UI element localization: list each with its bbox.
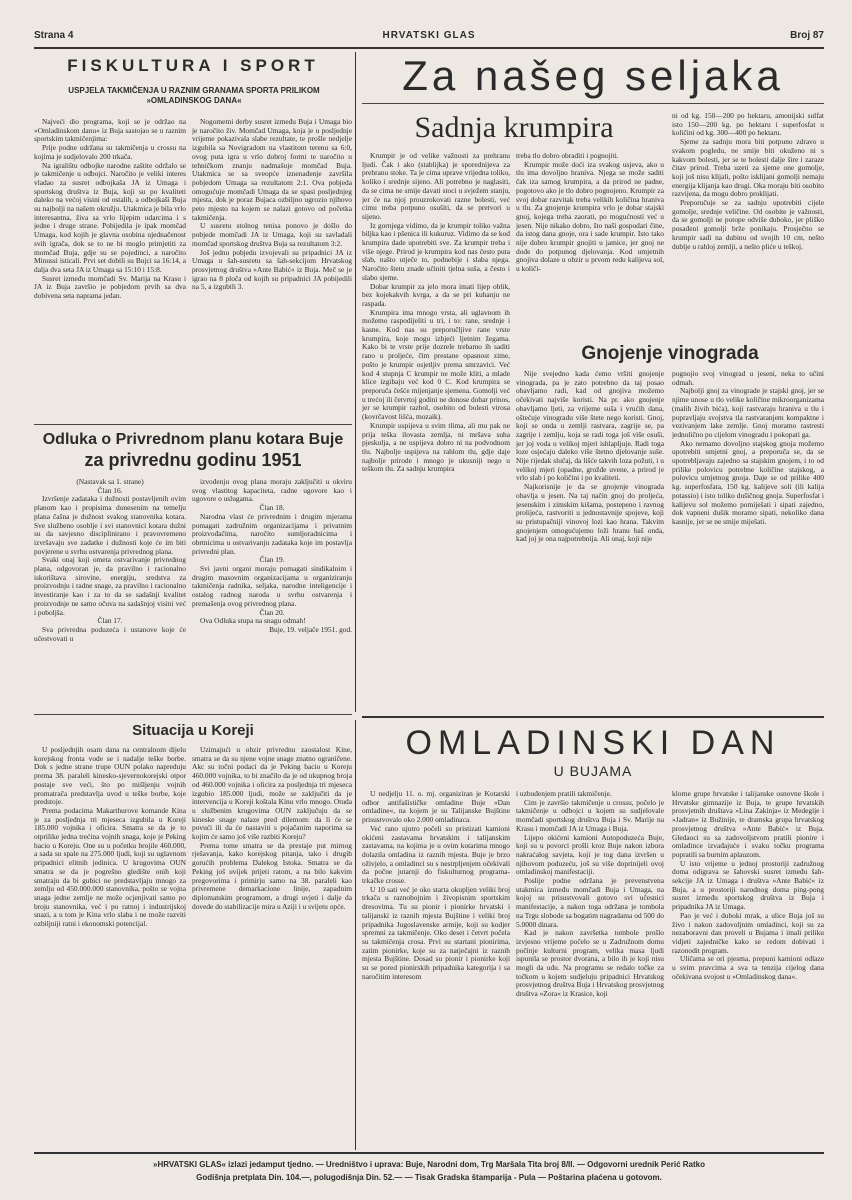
paragraph: ni od kg. 150—200 po hektaru, amonijski sulfat isto 150—200 kg. po hektaru i superfosfat u količini od kg. 300—400 po hektaru.: [672, 112, 824, 138]
paragraph: Susret između momčadi Sv. Marija na Krasu i JA iz Buja završio je pobjedom prvih sa dva dobivena seta naprama jedan.: [34, 273, 186, 301]
paragraph: Prema tome smatra se da prestaje put mirnog rješavanja, kako korejskog pitanja, tako i drugih gorućih problema Dalekog Istoka. Smatra se da Peking još uvijek prijeti ratom, a na bilo kakvim pregovorima i primirju samo na 38. paraleli kao privremene demarkacione linije, zapadnim diplomatskim programom, a drugi uvjeti i dalje da dovede do stabilizacije mira u Aziji i u svijetu opće.: [192, 840, 352, 911]
paragraph: Nogometni derby susret između Buja i Umaga bio je naročito živ. Momčad Umaga, koja je u posljednje vrijeme pokazivala slabe rezultate, te prošle nedjelje izgubila sa Novigradom na vlastitom terenu sa 6:0, ovog puta igra u vrlo dobroj formi te naročito u tehničkom znanju nadmašuje momčad Buja. Utakmica se sa sveopće iznenađenje završila pobjedom Umaga sa rezultatom 2:1. Ova pobjeda omogućuje momčadi Umaga da se spasi posljednjeg mjesta, dok je poraz Bujaca ozbiljno ugrozio njihovo peto mjesto na kojem se nalazi gotovo od početka takmičenja.: [192, 118, 352, 222]
paragraph: Svaki onaj koji ometa ostvarivanje privrednog plana, odgovoran je, da pravilno i racionalno iskorištava sirovine, energiju, sredstva za proizvodnju i radne snage, za pravilno i racionalno investiranje kao i za to da se sadašnji kvalitet proizvodnje ne samo očuva na sadašnjoj visini već i poboljša.: [34, 555, 186, 617]
paragraph: Krumpir uspijeva u svim tlima, ali mu pak ne prija teška ilovasta zemlja, ni mršava suha pjeskulja, a ne uspijeva dobro ni na podvodnom tlu. Najbolje uspijeva na rahlom tlu, gdje daje najbolje prirode i mnogo je ukusniji nego u teškom tlu. Za sadnju krumpira: [362, 420, 510, 474]
paragraph: Ova Odluka stupa na snagu odmah!: [200, 616, 306, 626]
column-divider: [355, 52, 356, 712]
paragraph: pognojio svoj vinograd u jeseni, neka to učini odmah.: [672, 370, 824, 387]
footer-line-1: »HRVATSKI GLAS« izlazi jedamput tjedno. — Uredništvo i uprava: Buje, Narodni dom, Trg Maršala Tita broj 8/II. — Odgovorni urednik Perić Ratko: [153, 1160, 705, 1169]
section-title-sport: FISKULTURA I SPORT: [67, 56, 319, 75]
paragraph: Na igralištu odbojke narodne zaštite održalo se je takmičenje u odbojci. Naročito je veliki interes vladao za susret odbojkaša JA iz Umaga i sportskog društva iz Buja, koji su po kvaliteti daleko na većoj visini od ostalih, a odbojkaši Buja su najbolji na našem okružju. Utakmica je bila vrlo interesantna, živa sa vrlo lijepim udarcima i s jedne i druge strane. Pobijedila je ipak momčad Umaga, kod kojih je glavna osobina ujednačenost svih igrača, dok se to ne bi moglo primjetiti za momčad Buja, gdje su se pojedinci, a naročito Minussi isticali. Prvi set dobili su Bujci sa 16:14, a dalja dva seta JA iz Umaga sa 15:10 i 15:8.: [34, 160, 186, 274]
paragraph: U isto vrijeme u jednoj prostoriji zadružnog doma odigrava se šahovski susret između šah-sekcije JA iz Umaga i društva »Ante Babić« iz Buja, a u prostoriji narodnog doma ping-pong susret između sportskog društva iz Buja i pripadnika JA iz Umaga.: [672, 858, 824, 912]
paragraph: Krumpir je od velike važnosti za prehranu ljudi. Čak i ako (stablijka) je sporednijeva za prehranu stoke. Ta je cima uprave vrijedna toliko, koliko i srednje sijeno. Ali potrebno je naglasiti, da se cima ne smije davati stoci u svježem stanju, jer će na njoj prouzrokovati razne bolesti, već cimu treba potpuno osušiti, da se pretvori u sijeno.: [362, 152, 510, 221]
article-number: Član 19.: [259, 555, 285, 565]
page-number: Strana 4: [34, 30, 74, 41]
krumpir-column-2: [516, 152, 664, 336]
paragraph: treba tlo dobro obraditi i pognojiti.: [516, 152, 619, 160]
sport-column-2: [192, 118, 352, 418]
sport-headline: USPJELA TAKMIČENJA U RAZNIM GRANAMA SPORTA PRILIKOM »OMLADINSKOG DANA«: [68, 86, 320, 105]
paragraph: Cim je završio takmičenje u crossu, počelo je takmičenje u odbojci u kojem su sudjelovale momčadi sportskog društva Buja i Sv. Marije na Krasu i momčadi JA iz Umaga i Buja.: [516, 797, 664, 833]
paragraph: klorne grupe hrvatske i talijanske osnovne škole i Hrvatske gimnazije iz Buja, te grupe hrvatskih prosvjetnih društava »Lina Zakinja« iz Medegije i »Jadran« iz Bužinije, te dramska grupa hrvatskog prosvjetnog društva »Ante Babić« iz Buja. Gledaoci su sa zadovoljstvom pratili pionire i omladince izvađajuće i svaku točku programa popratili sa burnim aplauzom.: [672, 790, 824, 859]
paragraph: Prema podacima Makarthurove komande Kina je za posljednja tri mjeseca izgubila u Koreji 185.000 vojnika i oficira. Smatra se da je to otprilike jedna trećina vojnih snaga, koje je Peking bacio u Koreju. One su u početku brojile 460.000, a sada su spale na 275.000 ljudi, koji su uglavnom pripadnici elitnih jedinica. U krugovima OUN smatra se da je pogrešno gledište onih koji smatraju da bi gubici ne predstavljaju mnogo za zemlju od 450.000.000 stanovnika, pošto se vojna snaga jedne zemlje ne može ocjenjivati samo po broju stanovnika, već i po ratnoj i industrijskoj snazi, a u tom je Kina vrlo slaba i ne može razviti ozbiljniji ratni i ekonomski potencijal.: [34, 805, 186, 929]
paragraph: Još jednu pobjedu izvojevali su pripadnici JA iz Umaga u šah-susretu sa šah-sekcijom Hrvatskog prosvjetnog društva »Ante Babić« iz Buja. Meč se je igrao na 8 ploča od kojih su pripadnici JA pobijedili na 5, a izgubili 3.: [192, 247, 352, 292]
paragraph: U susretu stolnog tenisa ponovo je došlo do pobjede momčadi JA iz Umaga, koji su savladali momčad sportskog društva Buja sa rezultatom 3:2.: [192, 221, 352, 248]
odluka-title-line1: Odluka o Privrednom planu kotara Buje: [42, 431, 344, 448]
page-header: [34, 30, 824, 46]
omladinski-subtitle: U BUJAMA: [553, 763, 633, 779]
article-number: Član 20.: [259, 607, 285, 617]
section-rule: [362, 716, 824, 718]
paragraph: Svi javni organi moraju pomagati sindikalnim i drugim masovnim organizacijama u organiziranju takmičenja radnika, seljaka, narodne inteligencije i ostalog radnog naroda u svrhu ostvarenja i premašenja ovog privrednog plana.: [192, 564, 352, 608]
paragraph: Krumpir može doći iza svakog usjeva, ako u tlu ima dovoljno hraniva. Njega se može saditi čak iza samog krumpira, a da prirod ne padne, pogotovo ako je tlo dobro pognojeno. Krumpir za svoj dobar razvitak treba velikih količina hraniva u tlu. Za gnojenje krumpira vrlo je dobar stajski gnoj, kojega treba zaorati, po mogućnosti već u jesen. Nije nikako dobro, što naši gospodari čine, da istog dana gnoje, ora i sade krumpir. Isto tako nije dobro krumpir gnojiti u jamice, jer gnoj ne dođe do potpunog djelovanja. Kod umjetnih gnojiva dolaze u obzir u prvom redu kalijeva sol, u količi-: [516, 159, 664, 274]
koreja-title: Situacija u Koreji: [132, 722, 254, 739]
paragraph: Uličama se ori pjesma, prepuni kamioni odlaze u svim pravcima a sva ta tenzija cijelog dana očekivana svojost u »Omladinskog dana«.: [672, 954, 824, 981]
krumpir-title: Sadnja krumpira: [414, 111, 614, 144]
paragraph: Najbolji gnoj za vinograde je stajski gnoj, jer se njime unose u tlo velike količine mikroorganizama (malih živih bića), koji rastvaraju hraniva u tlu i popravljaju svojstva tla rastvaranjem kompaktne i vezivanjem lake zemlje. Gnoj moramo rastresti jednolično po cijelom vinogradu i pokopati ga.: [672, 386, 824, 439]
article-number: Član 18.: [259, 503, 285, 513]
krumpir-column-3: [672, 112, 824, 340]
seljaka-masthead: Za našeg seljaka: [402, 52, 784, 99]
sport-column-1: [34, 118, 186, 418]
paragraph: Dobar krumpir za jelo mora imati lijep oblik, bez kojekakvih kvrga, a da se pri kuhanju ne raspada.: [362, 281, 510, 308]
paragraph: Poslije podne održana je prevenstvena utakmica između momčadi Buja i Umaga, na kojoj su prisustvovali gotovo svi učesnici manifestacije, a nakon toga održana je tombola na Trgu slobode sa bogatim nagradama od 500 do 5.0000 dinara.: [516, 876, 664, 929]
krumpir-column-1: [362, 152, 510, 712]
koreja-column-1: [34, 746, 186, 1146]
odluka-title-line2: za privrednu godinu 1951: [84, 450, 302, 470]
paragraph: Sva privredna poduzeća i ustanove koje će učestvovati u: [34, 624, 186, 643]
paragraph: i uzbuđenjem pratili takmičenje.: [516, 790, 612, 798]
paragraph: Krumpira ima mnogo vrsta, ali uglavnom ih možemo raspodijeliti u tri, i to: rane, srednje i kasne. Kod nas su preporučljive rane vrste krumpira, koje mogu izbjeći ljetnim žegama. Kako bi te vrste prije dozrele trebamo ih saditi rano u proljeće, čim prestane opasnost zime, pošto je krumpir osjetljiv prema smrzavici. Već kod 4 stupnja C krumpir ne može kliti, a mlade klice izgibaju već kod 0 C. Kod krumpira se preporuča češće mijenjanje sjemena. Gomolji već u trećoj ili četvrtoj godini ne donose dobar prinos, jer se krumpir razbol, osobito od bolesti virosa (kovrčavost lišća, mozaik).: [362, 307, 510, 422]
omladinski-title: OMLADINSKI DAN: [405, 724, 781, 762]
odluka-title: [34, 430, 352, 470]
paragraph: Prije podne održana su takmičenja u crossu na kojima je sudjelovalo 200 trkača.: [34, 143, 186, 161]
paragraph: Lijepo okićeni kamioni Autopoduzeća Buje, koji su u povorci prošli kroz Buje nakon izbora nakraćalog savjeta, koji je tog dana izvršen u njihovom poduzeću, još su više doprinijeli ovoj omladinskoj manifestaciji.: [516, 832, 664, 877]
paragraph: Pao je već i duboki mrak, a ulice Buja još su živo i nakon zadovoljnim omladinci, koji su za nezaboravni dan proveli u Bujama i imali priliku vidjeti zajedničke kako se redom dobivati i razonodit program.: [672, 910, 824, 955]
paragraph: Najveći dio programa, koji se je održao na »Omladinskom danu« iz Buja sastojao se u raznim sportskim takmičenjima:: [34, 118, 186, 144]
paragraph: Nije svejedno kada ćemo vršiti gnojenje vinograda, pa je zato potrebno da taj posao obavljamo radi, kad od gnojiva možemo očekivati najviše koristi. Na pr. ako gnojenje obavljamo ljeti, za vrijeme suša i vrućih dana, oštećuje vinogradu više štete nego koristi. Gnoj, koji se onda u zemlji rastvara, zagrije se, pa zagrije i zemlju, koja se radi toga još više osuši, jer joj voda u velikoj mjeri ishlapljuje. Radi toga loze osjećaju daleko više štetno djelovanje suše. Nije rijedak slučaj, da lišće takvih loza požuti, i u velikoj mjeri (opadne, grožđe uvene, a prirod je vrlo slab i po količini i po kvaliteti.: [516, 370, 664, 483]
omladinski-column-1: [362, 790, 510, 1146]
paragraph: Najkorisnije je da se gnojenje vinograda obavlja u jesen. Na taj način gnoj do proljeća, jesenskim i zimskim kišama, postepeno i ravnog prolijeća, rastvoriti u jednostavnije spojeve, koji su pristupačniji vinovoj lozi kao hrana. Takvim gnojenjem omogućujemo loži hranu baš onda, kad joj je ona najpotrebnija. Ali onaj, koji nije: [516, 482, 664, 544]
paragraph: Izvršenje zadataka i dužnosti postavljenih ovim planom kao i propisima donesenim na temelju plana čašna je dužnost svakog stanovnika kotara. Sve službeno osoblje i svi stanovnici kotara dužni su da savjesno disciplinirano i pravovremeno izvršavaju sve zadatke i dužnosti koje će im biti povjerene u svrhu ostvarenja privrednog plana.: [34, 494, 186, 556]
odluka-column-1: [34, 478, 186, 708]
paragraph: U nedjelju 11. o. mj. organiziran je Kotarski odbor antifašističke omladine Buje »Dan omladine«, na kojem je su Talijanske Bujštine prisustvovalo oko 2.000 omladinaca.: [362, 790, 510, 825]
newspaper-title: HRVATSKI GLAS: [382, 30, 476, 41]
paragraph: Iz gornjega vidimo, da je krumpir toliko važna biljka kao i pšenica ili kukuruz. Vidimo da se kod krumpira dade upotrebiti sve. Za krumpir treba i više njege. Prirod je krumpira kod nas često puta slab, našto utječe to, podnebije i slaba njega. Naročito štetu znade učiniti tjelna suša, a često i slabo sjeme.: [362, 220, 510, 282]
vinograd-column-2: [672, 370, 824, 712]
vinograd-title: Gnojenje vinograda: [581, 343, 759, 364]
article-number: Član 17.: [97, 616, 123, 626]
paragraph: Već rano ujutro počeli su pristizati kamioni okićeni zastavama hrvatskim i talijanskim zastavama, na kojima je u ovim kotarima mnogo dolazila omladina iz raznih mjesta. Buje je brzo oživjelo, a omladinci su s nestrpljenjem očekivali da počne jutarnji do fiskulturnog programa-trkačke crosse.: [362, 823, 510, 886]
signature-date: Buje, 19. veljače 1951. god.: [269, 624, 352, 634]
paragraph: Uzimajući u obzir privrednu zaostalost Kine, smatra se da su njene vojne snage znatno ograničene. Akc su točni podaci da je Peking bacio u Koreju 460.000 vojnika, to bi značilo da je od ukupnog broja od 460.000 vojnika i oficira za posljednja tri mjeseca izgubio 185.000 ljudi, može se zaključiti da je intervencija u Koreji koštala Kinu vrlo mnogo. Otuda u službenim krugovima OUN zaključuju da se kineske snage nalaze pred dilemom: da li će se povući ili da će nastaviti s pojačanim naporima sa kojim će samo još više razbiti Koreju?: [192, 746, 352, 842]
paragraph: Sjeme za sadnju mora biti potpuno zdravo u svakom pogledu, ne smije biti okuženo ni s kakvom bolesti, jer se te bolesti dalje šire i zaraze čitav prirod. Treba uzeti za sjeme one gomolje, koji još nisu klijali, pošto isklijani gomolji nemaju energija klijanja kao drugi. Oka moraju biti osobito razvijena, da mogu dobro proklijati.: [672, 137, 824, 199]
odluka-subtitle: (Nastavak sa 1. strane): [76, 478, 144, 486]
paragraph: Kad je nakon završetka tombole prošlo izvjesno vrijeme počelo se u Zadružnom domu počinje kulturni program, velika masa ljudi ispunila se prostor dvorana, a bilo ih je koji nisu mogli da uđu. Na programu se redalo točke za točkom u kojem sudjeluju pripadnici Hrvatskog prosvjetnog društva Buja i Hrvatskog prosvjetnog društva »Zora« iz Krasice, koji: [516, 928, 664, 999]
column-divider: [355, 720, 356, 1150]
section-rule: [362, 103, 824, 104]
footer-line-2: Godišnja pretplata Din. 104.—, polugodišnja Din. 52.— — Tisak Gradska štamparija - Pula — Poštarina plaćena u gotovom.: [196, 1173, 662, 1182]
omladinski-column-2: [516, 790, 664, 1146]
article-number: Član 16.: [97, 485, 123, 495]
vinograd-column-1: [516, 370, 664, 712]
omladinski-column-3: [672, 790, 824, 1146]
paragraph: U posljednjih osam dana na centralnom dijelu korejskog fronta vode se i nadalje teške borbe. Dok s jedne strane trupe OUN polako napreduju prema 38. paraleli kinesko-sjevernokorejski otpor postaje sve veći, što po mišljenju vojnih promatrača predstavlja uvod u teške borbe, koje predstoje.: [34, 746, 186, 807]
footer: [34, 1158, 824, 1184]
paragraph: izvođenju ovog plana moraju zaključiti u okviru svog vlastitog kapaciteta, radne ugovore kao i ugovore o uslugama.: [192, 478, 352, 504]
paragraph: U 10 sati već je oko starta okupljen veliki broj trkača u raznobojnim i živopisnim sportskim dresovima. Tu su pionir i pionirke hrvatski i talijanski iz raznih mjesta Bujštine i veliki broj pripadnika Jugoslavenske armije, koji su kodjer spremni za takmičenje. Oko deset i četvrt počela su takmičenja crosa. Prvi su startani pionirima, zatim pionirke, koje su za natječajni iz raznih mjesta Bujštine. Dosad su pionir i pionirke koji su se pored pionirskih pripadnika kategorija i sa naročitim interesom: [362, 884, 510, 981]
footer-rule: [34, 1152, 824, 1154]
paragraph: Narodna vlast će privrednim i drugim mjerama pomagati zadružnim organizacijama i privatnim proizvođačima, naročito sumljoradnicima i obrtnicima u ostvarivanju zadataka koje im postavlja privredni plan.: [192, 511, 352, 556]
paragraph: Ako nemamo dovoljno stajskog gnoja možemo upotrebiti umjetni gnoj, a preporuča se, da se upotrebljavaju zajedno sa stajskim gnojem, i to od prilike polovicu potrebne količine stajskog, a polovicu umjetnog gnoja. Daje se od prilike 400 kg. superfosfata, 150 kg. kalijeve soli (ili kalija potassio) i isto toliko dušičnog gnoja. Superfosfat i kalijevu sol možemo pomiješati i sipati zajedno, dok vapneni dušik moramo sipati, nekoliko dana kasnije, jer se ne smije miješati.: [672, 438, 824, 526]
issue-number: Broj 87: [790, 30, 824, 41]
koreja-column-2: [192, 746, 352, 1146]
section-rule: [34, 424, 352, 425]
odluka-column-2: [192, 478, 352, 708]
paragraph: Preporučuje se za sadnju upotrebiti cijele gomolje, srednje veličine. Od osobite je važnosti, da se gomolji ne potope odviše duboko, jer pliško posađeni gomolji brže ponikaju. Prosječno se krumpir sadi na dubinu od svojih 10 cm, nešto dublje u rahloj zemlji, a nešto pliće u teškoj.: [672, 198, 824, 251]
section-rule: [34, 714, 352, 715]
header-rule: [34, 47, 824, 49]
